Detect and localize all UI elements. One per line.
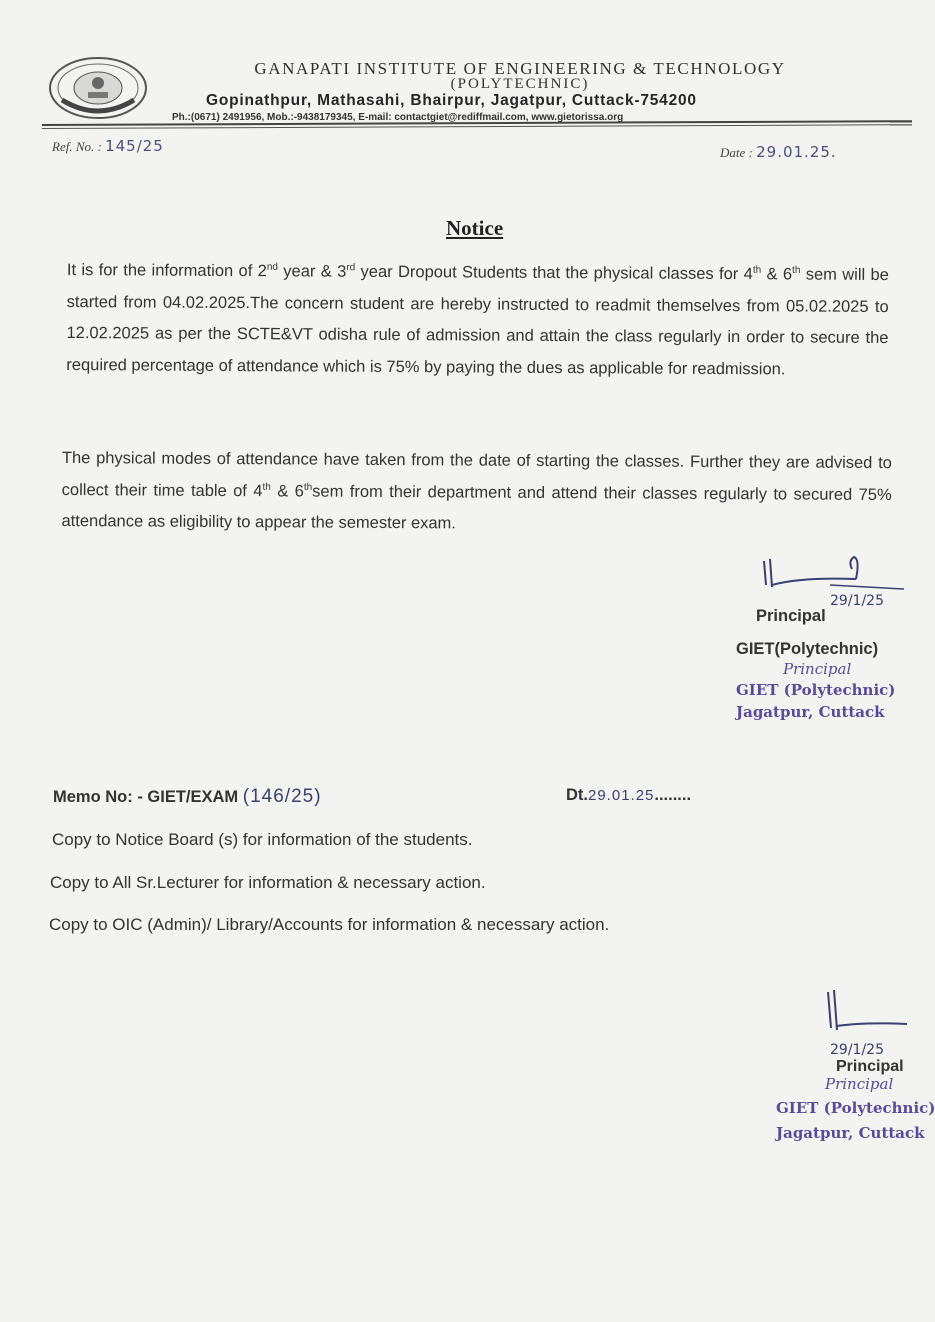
p2-text: sem from their department and attend their classes regularly to secured 75% attendance as eligibility to appear the semester exam. xyxy=(61,482,892,533)
ref-label: Ref. No. : xyxy=(52,139,102,154)
institute-logo xyxy=(48,56,148,120)
memo-handwritten-number: (146/25) xyxy=(242,786,322,807)
p2-sup: th xyxy=(262,481,271,493)
stamp-line-1: Principal xyxy=(783,660,852,678)
signature-date: 29/1/25 xyxy=(830,593,884,609)
signature-2-date: 29/1/25 xyxy=(830,1042,884,1058)
p1-text: sem will be started from 04.02.2025.The concern student are hereby instructed to readmit themselves from 05.02.2025 to 12.02.2025 as per the SCTE&VT odisha rule of admission and attain the class regularly in order to secure the required percentage of attendance which is 75% by paying the dues as applicable for readmission. xyxy=(66,265,889,378)
stamp-2-line-3: Jagatpur, Cuttack xyxy=(776,1124,925,1142)
copy-line-oic: Copy to OIC (Admin)/ Library/Accounts for information & necessary action. xyxy=(49,915,610,934)
notice-paragraph-1 xyxy=(66,255,889,386)
ref-value: 145/25 xyxy=(105,137,164,155)
institute-type: (POLYTECHNIC) xyxy=(450,76,590,92)
reference-number xyxy=(52,137,164,155)
notice-date xyxy=(720,143,837,161)
institute-contact: Ph.:(0671) 2491956, Mob.:-9438179345, E-mail: contactgiet@rediffmail.com, www.gietorissa.org xyxy=(172,112,624,123)
notice-title: Notice xyxy=(446,216,504,240)
stamp-line-2: GIET (Polytechnic) xyxy=(736,681,896,699)
principal-signature xyxy=(760,555,905,610)
institute-name: GANAPATI INSTITUTE OF ENGINEERING & TECHNOLOGY xyxy=(254,59,786,78)
copy-line-notice-board: Copy to Notice Board (s) for information of the students. xyxy=(52,830,473,849)
stamp-2-line-1: Principal xyxy=(825,1075,894,1093)
principal-signature-2 xyxy=(824,988,907,1058)
memo-date xyxy=(566,786,691,805)
memo-date-label: Dt. xyxy=(566,786,588,804)
memo-label: Memo No: - GIET/EXAM xyxy=(53,788,239,806)
memo-date-value: 29.01.25 xyxy=(588,787,655,804)
p1-sup: rd xyxy=(346,262,356,274)
p1-text: year & 3 xyxy=(277,262,347,281)
memo-date-dots: ........ xyxy=(654,786,692,804)
date-value: 29.01.25. xyxy=(756,143,837,161)
stamp-line-3: Jagatpur, Cuttack xyxy=(736,703,885,721)
signatory-2-designation: Principal xyxy=(836,1058,904,1075)
p2-sup: th xyxy=(303,481,313,493)
copy-line-lecturers: Copy to All Sr.Lecturer for information & necessary action. xyxy=(50,873,486,892)
memo-number xyxy=(53,786,322,808)
p2-text: & 6 xyxy=(270,481,304,500)
date-label: Date : xyxy=(720,145,753,160)
p2-text: The physical modes of attendance have taken from the date of starting the classes. Further they are advised to collect their time table of 4 xyxy=(61,448,892,500)
p1-sup: nd xyxy=(266,261,279,273)
institute-address: Gopinathpur, Mathasahi, Bhairpur, Jagatpur, Cuttack-754200 xyxy=(206,92,697,109)
p1-text: It is for the information of 2 xyxy=(66,260,267,281)
p1-text: year Dropout Students that the physical classes for 4 xyxy=(355,262,753,284)
signatory-designation: Principal xyxy=(756,607,826,625)
p1-sup: th xyxy=(752,264,762,276)
stamp-2-line-2: GIET (Polytechnic) xyxy=(776,1099,935,1117)
signatory-institution: GIET(Polytechnic) xyxy=(736,640,879,658)
notice-paragraph-2 xyxy=(61,443,892,543)
p1-sup: th xyxy=(792,264,801,276)
p1-text: & 6 xyxy=(761,265,793,284)
